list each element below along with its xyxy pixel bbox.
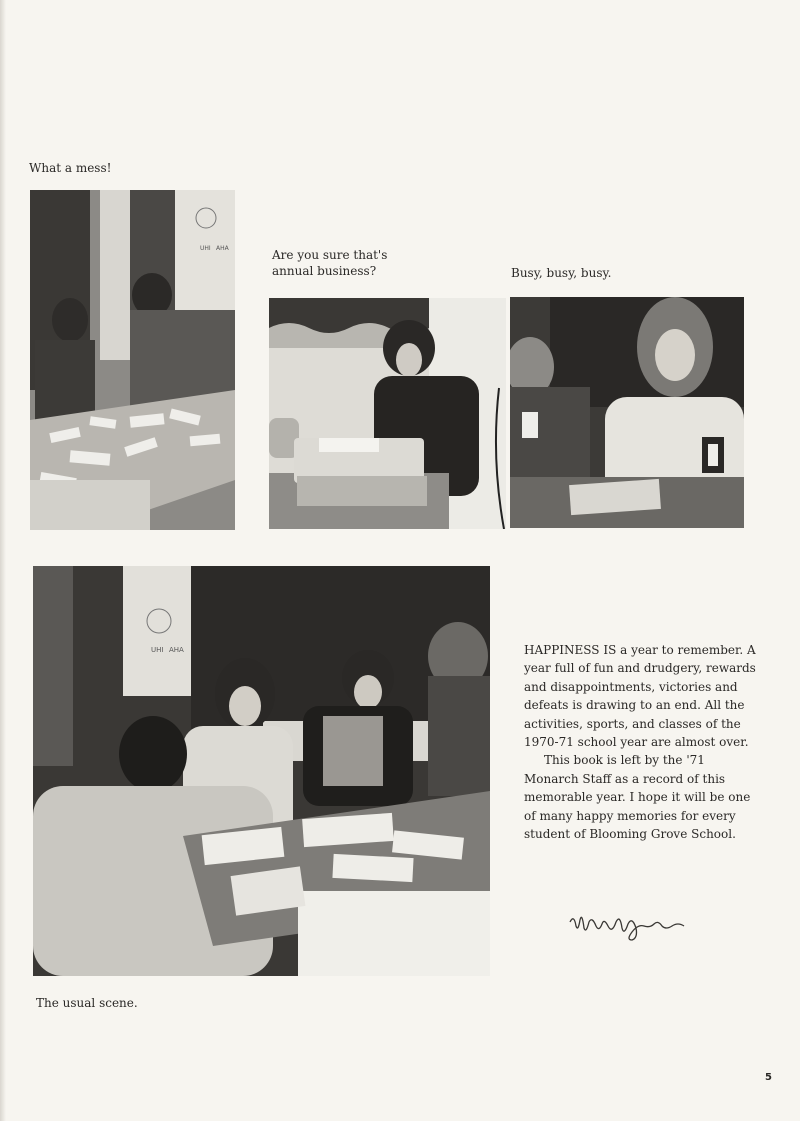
caption-annual-line1: Are you sure that's <box>272 248 388 262</box>
svg-text:UHI: UHI <box>200 245 211 252</box>
photo-usual-scene <box>33 566 490 976</box>
svg-text:AHA: AHA <box>216 245 229 252</box>
signature-margie <box>566 906 696 946</box>
caption-busy: Busy, busy, busy. <box>511 266 612 280</box>
photo-typewriter <box>269 298 506 529</box>
photo-what-a-mess <box>30 190 235 530</box>
caption-usual-scene: The usual scene. <box>36 996 138 1010</box>
page-number: 5 <box>765 1072 772 1083</box>
svg-text:UHI: UHI <box>151 646 164 654</box>
svg-text:AHA: AHA <box>169 646 184 654</box>
editorial-text <box>524 641 756 843</box>
editorial-paragraph-2: This book is left by the '71 Monarch Staff as a record of this memorable year. I hope it will be one of many happy memories for every student of Blooming Grove School. <box>524 753 751 842</box>
editorial-paragraph-1: HAPPINESS IS a year to remember. A year full of fun and drudgery, rewards and disappointments, victories and defeats is drawing to an end. All the activities, sports, and classes of the 1970-71 school year are almost over. <box>524 643 756 750</box>
page-binding-edge <box>0 0 6 1121</box>
photo-busy <box>510 297 744 528</box>
caption-annual-line2: annual business? <box>272 263 377 278</box>
caption-annual-business <box>272 248 387 279</box>
caption-what-a-mess: What a mess! <box>29 161 112 175</box>
